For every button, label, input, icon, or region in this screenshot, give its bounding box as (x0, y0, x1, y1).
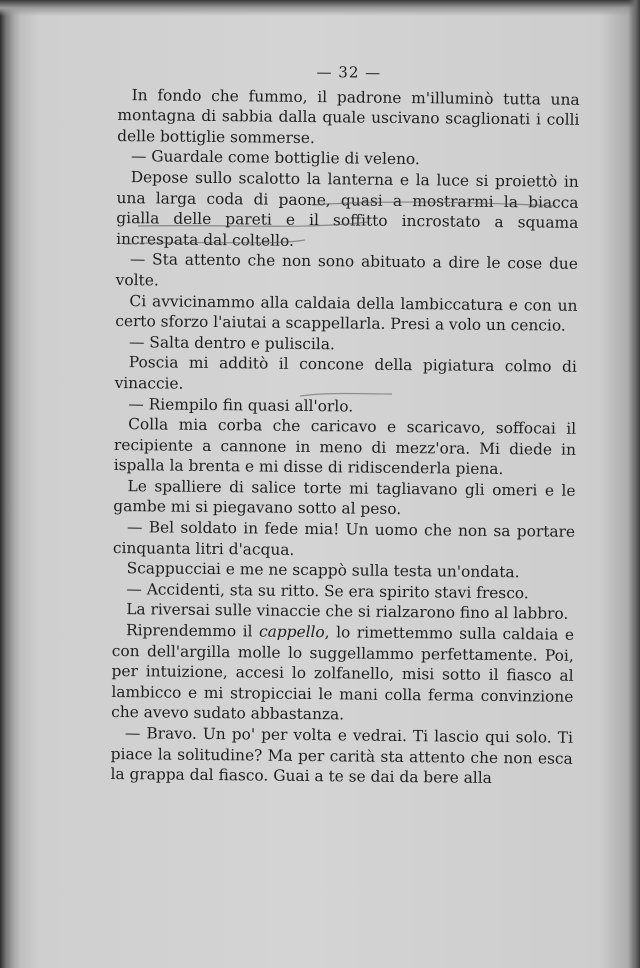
paragraph-12: Scappucciai e me ne scappò sulla testa un'ondata. (126, 559, 520, 582)
paragraph-7: Poscia mi additò il concone della pigiatura colmo di vinaccie. (114, 353, 577, 393)
book-spine-shadow (0, 0, 22, 968)
paragraph-10: Le spalliere di salice torte mi tagliavano gli omeri e le gambe mi si piegavano sotto al peso. (113, 476, 576, 519)
paragraph-8: — Riempilo fin quasi all'orlo. (128, 394, 354, 415)
paragraph-15-start: Riprendemmo il (125, 621, 260, 641)
paragraph-1: In fondo che fummo, il padrone m'illuminò tutta una montagna di sabbia dalla quale uscivano scaglionati i colli delle bottiglie sommerse. (117, 85, 580, 147)
page-number: — 32 — (316, 63, 382, 82)
paragraph-13: — Accidenti, sta su ritto. Se era spirito stavi fresco. (126, 579, 529, 603)
paragraph-6: — Salta dentro e puliscila. (128, 332, 335, 354)
page-text-block (109, 60, 580, 965)
paragraph-9: Colla mia corba che caricavo e scaricavo, soffocai il recipiente a cannone in meno di mezz'ora. Mi diede in ispalla la brenta e mi disse di ridiscenderla piena. (113, 415, 577, 479)
paragraph-15-end: , lo rimettemmo sulla caldaia e con dell'argilla molle lo suggellammo perfettamente. Poi, per intuizione, accesi lo zolfanello, misi sotto il fiasco al lambicco e mi stropicciai le mani colla ferma convinzione che avevo sudato abbastanza. (111, 623, 575, 724)
page-top-shadow (0, 0, 640, 16)
paragraph-16: — Bravo. Un po' per volta e vedrai. Ti lascio qui solo. Ti piace la solitudine? Ma per carità sta attento che non esca la grappa dal fiasco. Guai a te se dai da bere alla (110, 724, 574, 788)
italic-word-cappello: cappello (258, 622, 325, 642)
paragraph-15 (111, 620, 574, 728)
paragraph-2: — Guardale come bottiglie di veleno. (130, 147, 420, 169)
paragraph-4: — Sta attento che non sono abituato a dire le cose due volte. (115, 250, 578, 290)
paragraph-14: La riversai sulle vinaccie che si rialzarono fino al labbro. (126, 600, 569, 624)
paragraph-5: Ci avvicinammo alla caldaia della lambiccatura e con un certo sforzo l'aiutai a scappellarla. Presi a volo un cencio. (115, 291, 578, 335)
paragraph-3: Depose sullo scalotto la lanterna e la luce si proiettò in una larga coda di paone, quasi a mostrarmi la biacca gialla delle pareti e il soffitto incrostato a squama increspata dal coltello. (116, 168, 579, 250)
paragraph-11: — Bel soldato in fede mia! Un uomo che non sa portare cinquanta litri d'acqua. (112, 518, 576, 559)
page-right-shadow (628, 0, 640, 968)
